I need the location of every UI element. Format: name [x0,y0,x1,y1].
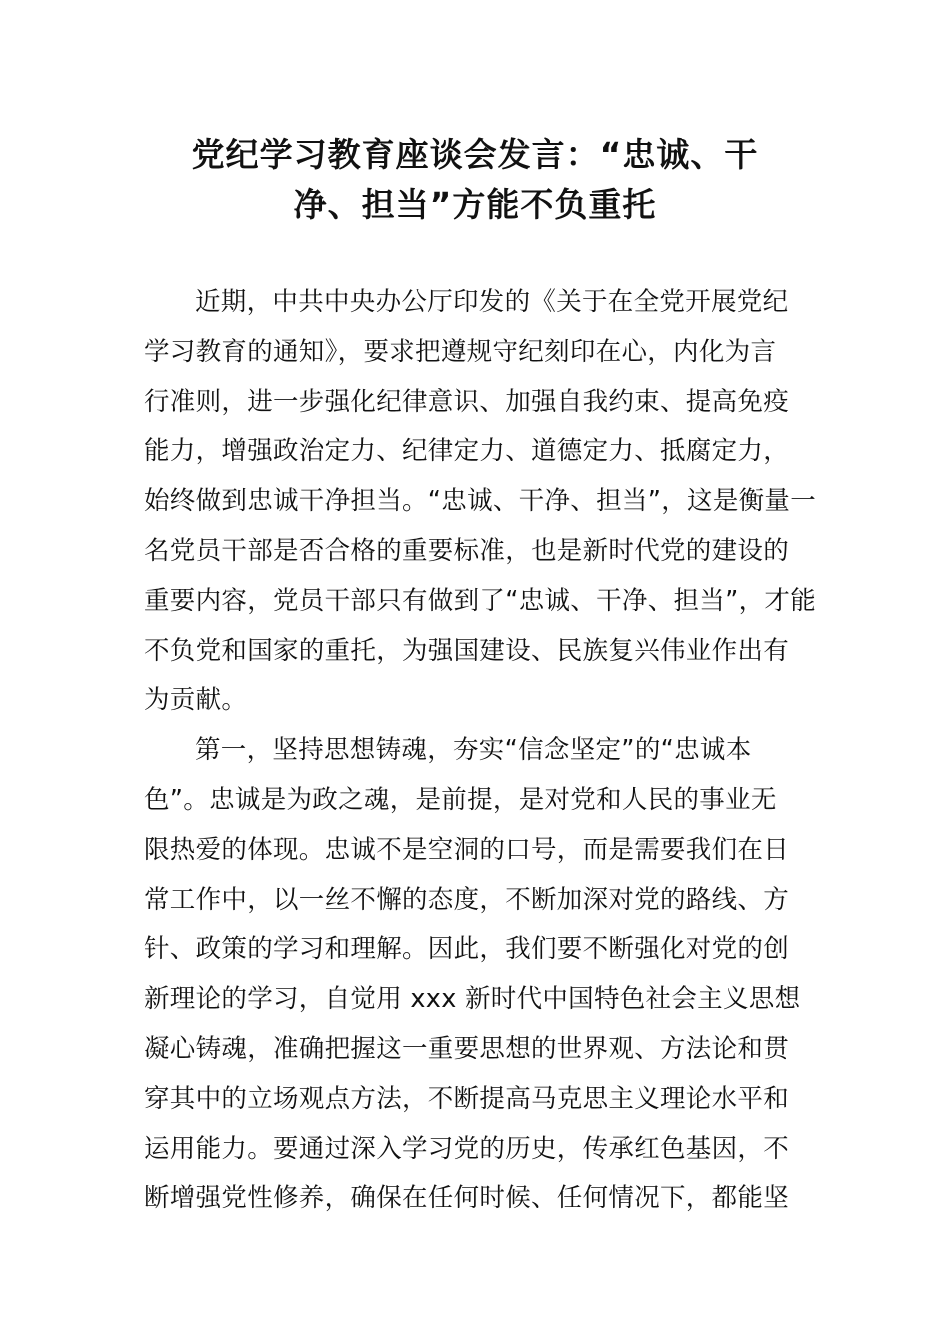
text-line: 凝心铸魂，准确把握这一重要思想的世界观、方法论和贯 [144,1033,790,1064]
paragraph-first-point [144,726,808,1224]
text-line: 能力，增强政治定力、纪律定力、道德定力、抵腐定力， [144,436,790,467]
text-line: 学习教育的通知》，要求把遵规守纪刻印在心，内化为言 [144,336,777,367]
title-line-2: 净、担当”方能不负重托 [293,185,657,224]
text-line: 近期，中共中央办公厅印发的《关于在全党开展党纪 [195,287,789,317]
text-line: 为贡献。 [144,685,248,716]
text-line: 不负党和国家的重托，为强国建设、民族复兴伟业作出有 [144,635,790,666]
text-line: 常工作中，以一丝不懈的态度，不断加深对党的路线、方 [144,884,790,915]
text-line: 行准则，进一步强化纪律意识、加强自我约束、提高免疫 [144,386,790,417]
text-line: 始终做到忠诚干净担当。“忠诚、干净、担当”，这是衡量一 [144,486,817,517]
document-body [144,278,817,1224]
text-line: 新理论的学习，自觉用 xxx 新时代中国特色社会主义思想 [144,984,801,1015]
text-line: 名党员干部是否合格的重要标准，也是新时代党的建设的 [144,535,790,566]
text-line: 运用能力。要通过深入学习党的历史，传承红色基因，不 [144,1133,790,1164]
title-line-1: 党纪学习教育座谈会发言：“忠诚、干 [191,135,759,174]
text-line: 穿其中的立场观点方法，不断提高马克思主义理论水平和 [144,1083,790,1114]
text-line: 限热爱的体现。忠诚不是空洞的口号，而是需要我们在日 [144,834,790,865]
text-line: 针、政策的学习和理解。因此，我们要不断强化对党的创 [144,934,790,965]
text-line: 第一，坚持思想铸魂，夯实“信念坚定”的“忠诚本 [195,735,752,766]
document-title [130,130,820,230]
text-line: 重要内容，党员干部只有做到了“忠诚、干净、担当”，才能 [144,585,817,616]
paragraph-intro [144,278,817,726]
text-line: 色”。忠诚是为政之魂，是前提，是对党和人民的事业无 [144,784,777,815]
text-line: 断增强党性修养，确保在任何时候、任何情况下，都能坚 [144,1183,790,1214]
